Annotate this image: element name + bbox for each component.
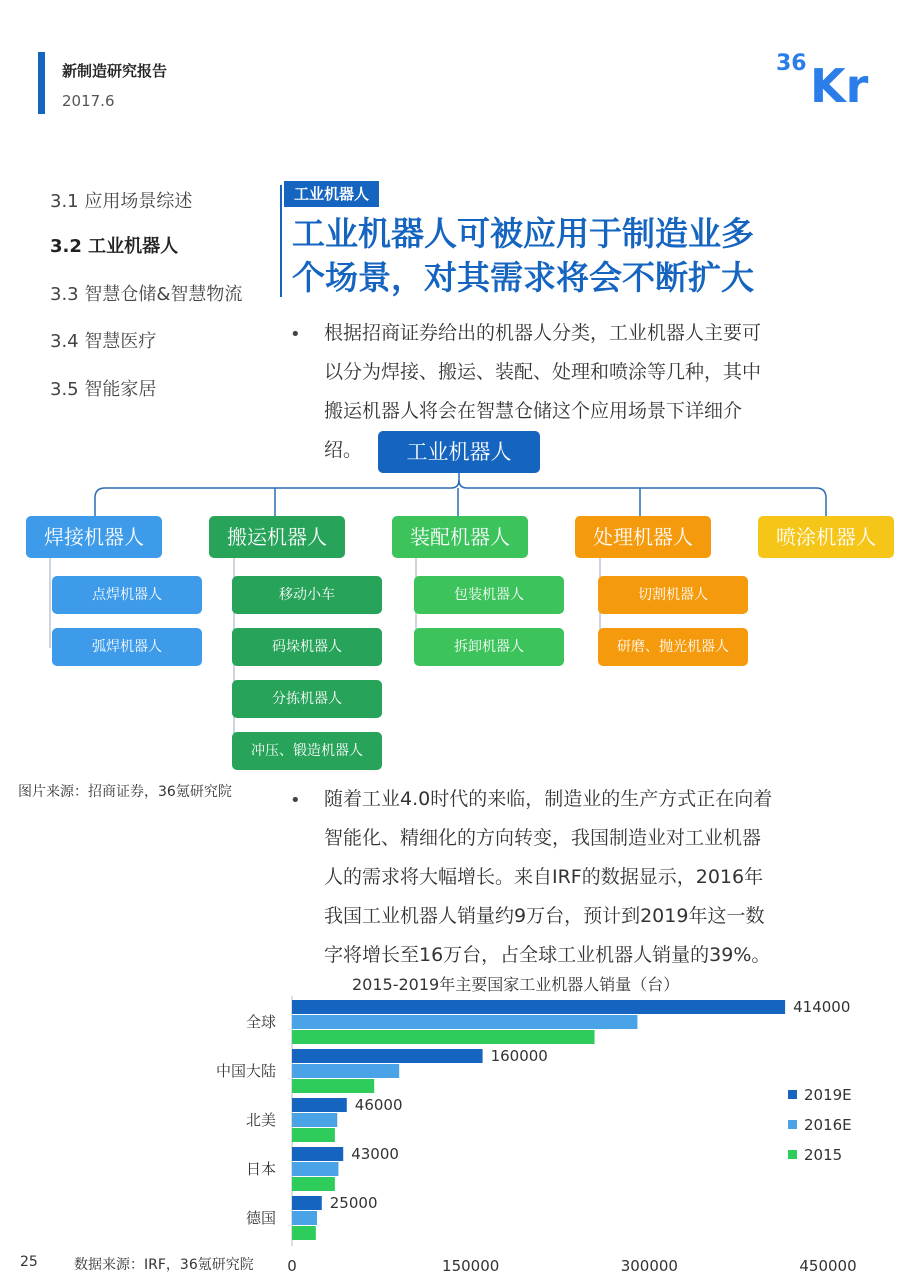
- paragraph-2-line: 随着工业4.0时代的来临，制造业的生产方式正在向着: [324, 788, 773, 810]
- nav-item[interactable]: 3.2 工业机器人: [50, 236, 179, 257]
- paragraph-2: [324, 780, 834, 975]
- bar-2016E: [292, 1211, 317, 1225]
- paragraph-2-line: 我国工业机器人销量约9万台，预计到2019年这一数: [324, 905, 765, 927]
- image-source: 图片来源：招商证券，36氪研究院: [18, 784, 232, 800]
- bar-2016E: [292, 1064, 399, 1078]
- legend-swatch: [788, 1090, 797, 1099]
- nav-item[interactable]: 3.4 智慧医疗: [50, 331, 157, 352]
- x-tick-label: 300000: [620, 1257, 678, 1275]
- legend-label: 2016E: [804, 1116, 852, 1134]
- tree-root-node: 工业机器人: [378, 431, 540, 473]
- bar-2015: [292, 1177, 335, 1191]
- section-tag: 工业机器人: [284, 181, 379, 207]
- section-heading-line2: 个场景，对其需求将会不断扩大: [292, 258, 754, 297]
- section-heading-line1: 工业机器人可被应用于制造业多: [292, 214, 754, 253]
- tree-category-node: 处理机器人: [575, 516, 711, 558]
- category-label: 全球: [245, 1013, 276, 1031]
- tree-sub-node: 分拣机器人: [232, 680, 382, 718]
- paragraph-2-line: 智能化、精细化的方向转变，我国制造业对工业机器: [324, 827, 762, 849]
- paragraph-1-line: 根据招商证券给出的机器人分类，工业机器人主要可: [324, 322, 762, 344]
- bullet-dot: •: [290, 790, 301, 811]
- x-tick-label: 150000: [442, 1257, 500, 1275]
- bar-2016E: [292, 1113, 337, 1127]
- data-label: 46000: [354, 1096, 403, 1114]
- bar-2019E: [292, 1098, 347, 1112]
- paragraph-2-line: 人的需求将大幅增长。来自IRF的数据显示，2016年: [324, 866, 764, 888]
- bar-2015: [292, 1030, 595, 1044]
- legend-swatch: [788, 1150, 797, 1159]
- bar-2015: [292, 1226, 316, 1240]
- data-label: 414000: [793, 998, 851, 1016]
- nav-item[interactable]: 3.3 智慧仓储&智慧物流: [50, 284, 243, 305]
- tree-sub-node: 码垛机器人: [232, 628, 382, 666]
- tree-sub-node: 冲压、锻造机器人: [232, 732, 382, 770]
- report-date: 2017.6: [62, 92, 115, 110]
- category-label: 日本: [245, 1160, 276, 1178]
- tree-category-node: 搬运机器人: [209, 516, 345, 558]
- bar-2015: [292, 1128, 335, 1142]
- legend-label: 2015: [804, 1146, 843, 1164]
- paragraph-1-line: 以分为焊接、搬运、装配、处理和喷涂等几种，其中: [324, 361, 762, 383]
- data-label: 25000: [329, 1194, 378, 1212]
- bar-2016E: [292, 1015, 637, 1029]
- bar-2019E: [292, 1196, 322, 1210]
- paragraph-2-line: 字将增长至16万台，占全球工业机器人销量的39%。: [324, 944, 771, 966]
- logo-letters: Kr: [810, 59, 869, 108]
- tree-sub-node: 研磨、抛光机器人: [598, 628, 748, 666]
- tree-sub-node: 移动小车: [232, 576, 382, 614]
- data-source: 数据来源：IRF，36氪研究院: [74, 1257, 254, 1273]
- legend-swatch: [788, 1120, 797, 1129]
- legend-label: 2019E: [804, 1086, 852, 1104]
- nav-item[interactable]: 3.5 智能家居: [50, 379, 157, 400]
- bar-2019E: [292, 1049, 483, 1063]
- tree-sub-node: 切割机器人: [598, 576, 748, 614]
- tree-category-node: 焊接机器人: [26, 516, 162, 558]
- report-title: 新制造研究报告: [62, 62, 168, 80]
- paragraph-1-line: 绍。: [324, 439, 363, 461]
- logo-number: 36: [776, 51, 807, 76]
- bullet-dot: •: [290, 324, 301, 345]
- tree-sub-node: 包装机器人: [414, 576, 564, 614]
- page-number: 25: [20, 1254, 38, 1270]
- bar-2016E: [292, 1162, 338, 1176]
- tree-category-node: 喷涂机器人: [758, 516, 894, 558]
- tree-sub-node: 拆卸机器人: [414, 628, 564, 666]
- data-label: 160000: [490, 1047, 548, 1065]
- tree-sub-node: 点焊机器人: [52, 576, 202, 614]
- bar-2019E: [292, 1147, 343, 1161]
- paragraph-1-line: 搬运机器人将会在智慧仓储这个应用场景下详细介: [324, 400, 743, 422]
- bar-2015: [292, 1079, 374, 1093]
- category-label: 德国: [245, 1209, 276, 1227]
- x-tick-label: 0: [287, 1257, 297, 1275]
- chart-title: 2015-2019年主要国家工业机器人销量（台）: [352, 975, 680, 994]
- bar-2019E: [292, 1000, 785, 1014]
- tree-sub-node: 弧焊机器人: [52, 628, 202, 666]
- data-label: 43000: [351, 1145, 399, 1163]
- nav-item[interactable]: 3.1 应用场景综述: [50, 191, 193, 212]
- category-label: 中国大陆: [215, 1062, 276, 1080]
- x-tick-label: 450000: [799, 1257, 857, 1275]
- tree-category-node: 装配机器人: [392, 516, 528, 558]
- category-label: 北美: [245, 1111, 276, 1129]
